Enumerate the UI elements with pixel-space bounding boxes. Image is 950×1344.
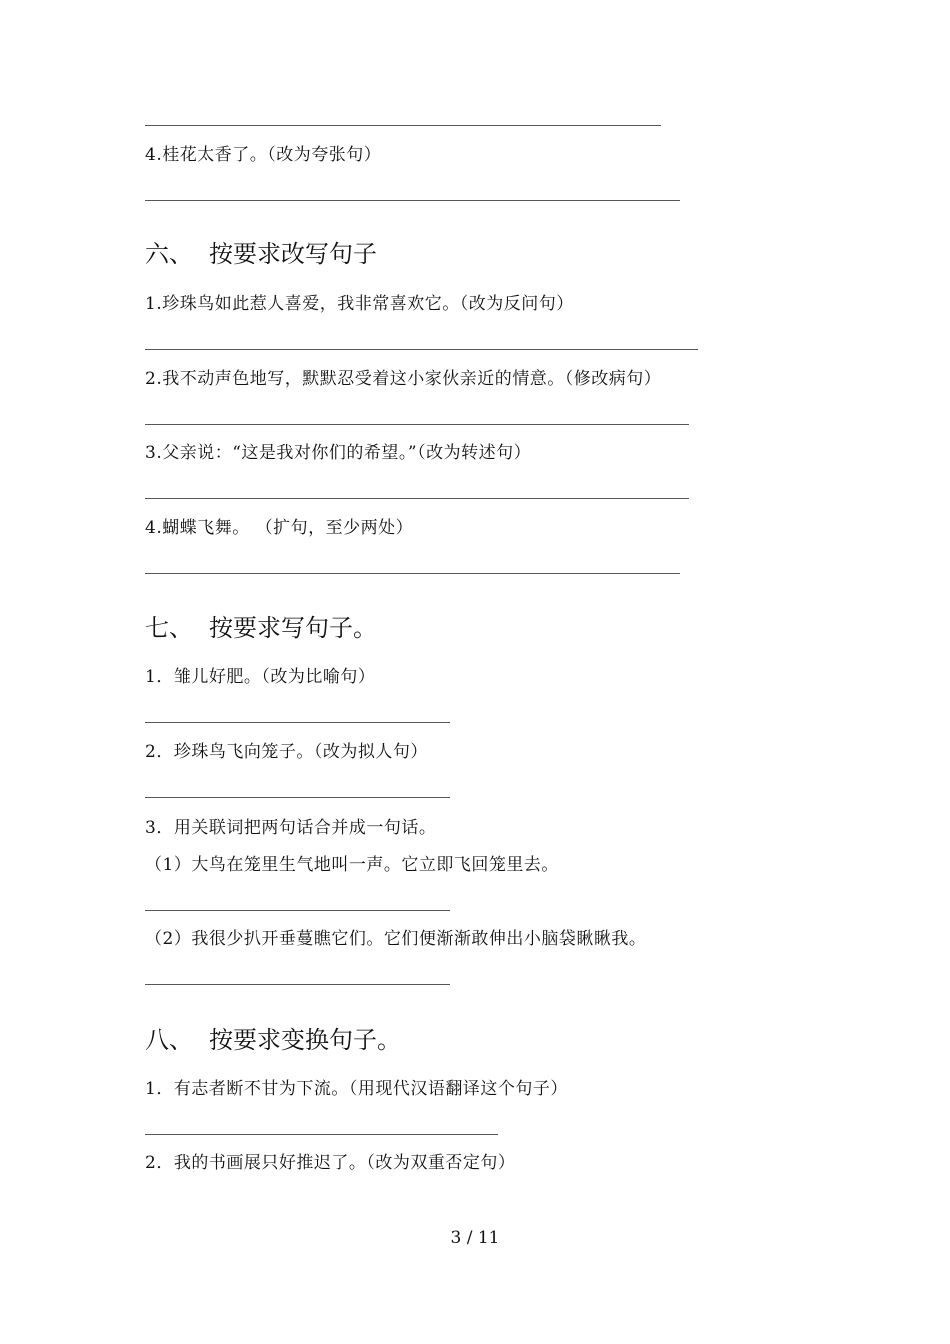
question-text: 3．用关联词把两句话合并成一句话。 [145, 818, 437, 838]
question-subtext: （1）大鸟在笼里生气地叫一声。它立即飞回笼里去。 [145, 855, 559, 875]
question-text: 1．有志者断不甘为下流。（用现代汉语翻译这个句子） [145, 1079, 568, 1099]
section-heading [145, 239, 377, 269]
section-title: 按要求变换句子。 [209, 1026, 401, 1054]
section-number: 七、 [145, 614, 193, 642]
answer-line[interactable] [145, 125, 661, 126]
question-text: 4.蝴蝶飞舞。 （扩句，至少两处） [145, 518, 414, 538]
answer-line[interactable] [145, 722, 450, 723]
answer-line[interactable] [145, 424, 689, 425]
question-text: 2．珍珠鸟飞向笼子。（改为拟人句） [145, 742, 428, 762]
question-text: 2.我不动声色地写，默默忍受着这小家伙亲近的情意。（修改病句） [145, 369, 662, 389]
answer-line[interactable] [145, 910, 450, 911]
section-title: 按要求改写句子 [209, 240, 377, 268]
question-subtext: （2）我很少扒开垂蔓瞧它们。它们便渐渐敢伸出小脑袋瞅瞅我。 [145, 929, 647, 949]
section-title: 按要求写句子。 [209, 614, 377, 642]
section-heading [145, 1025, 401, 1055]
section-heading [145, 613, 377, 643]
answer-line[interactable] [145, 200, 680, 201]
answer-line[interactable] [145, 349, 698, 350]
answer-line[interactable] [145, 984, 450, 985]
question-text: 2．我的书画展只好推迟了。（改为双重否定句） [145, 1153, 516, 1173]
question-text: 4.桂花太香了。（改为夸张句） [145, 145, 382, 165]
page-number: 3 / 11 [450, 1228, 500, 1248]
answer-line[interactable] [145, 1134, 498, 1135]
answer-line[interactable] [145, 573, 680, 574]
question-text: 1．雏儿好肥。（改为比喻句） [145, 667, 376, 687]
answer-line[interactable] [145, 498, 689, 499]
answer-line[interactable] [145, 797, 450, 798]
question-text: 3.父亲说：“这是我对你们的希望。”（改为转述句） [145, 443, 532, 463]
section-number: 六、 [145, 240, 193, 268]
question-text: 1.珍珠鸟如此惹人喜爱，我非常喜欢它。（改为反问句） [145, 294, 574, 314]
section-number: 八、 [145, 1026, 193, 1054]
